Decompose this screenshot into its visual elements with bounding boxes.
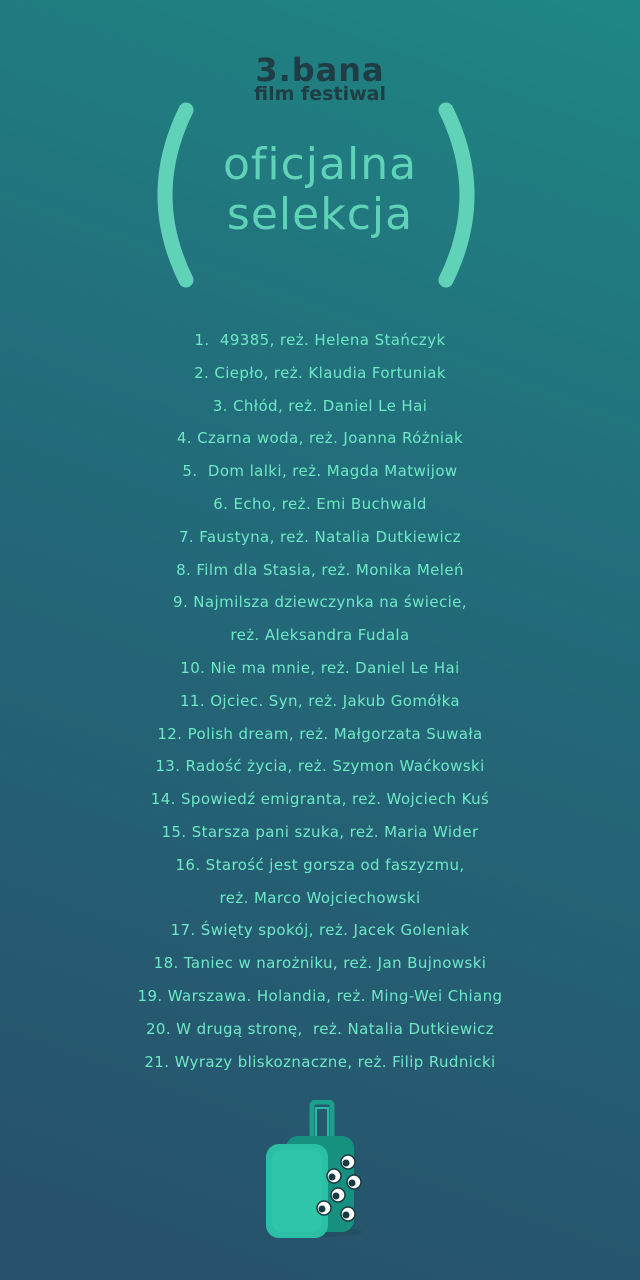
film-item: 4. Czarna woda, reż. Joanna Różniak — [176, 429, 464, 448]
title-line-2: selekcja — [226, 189, 414, 240]
film-item: 21. Wyrazy bliskoznaczne, reż. Filip Rudnicki — [144, 1052, 496, 1071]
film-item: 18. Taniec w narożniku, reż. Jan Bujnowski — [153, 954, 487, 973]
film-item: 11. Ojciec. Syn, reż. Jakub Gomółka — [179, 691, 461, 710]
film-item: 5. Dom lalki, reż. Magda Matwijow — [182, 462, 458, 481]
logo-name: 3.bana — [255, 51, 385, 89]
film-item: 3. Chłód, reż. Daniel Le Hai — [212, 396, 428, 415]
film-item: 1. 49385, reż. Helena Stańczyk — [194, 331, 446, 349]
film-item: 15. Starsza pani szuka, reż. Maria Wider — [161, 822, 479, 841]
film-item: 7. Faustyna, reż. Natalia Dutkiewicz — [178, 527, 462, 546]
festival-logo — [0, 52, 640, 104]
film-item: 14. Spowiedź emigranta, reż. Wojciech Kuś — [150, 790, 490, 809]
film-item: 2. Ciepło, reż. Klaudia Fortuniak — [194, 363, 446, 382]
film-item: 8. Film dla Stasia, reż. Monika Meleń — [176, 560, 464, 579]
film-item: 20. W drugą stronę, reż. Natalia Dutkiewicz — [145, 1019, 495, 1038]
film-item: 9. Najmilsza dziewczynka na świecie, — [173, 593, 467, 612]
film-item: 10. Nie ma mnie, reż. Daniel Le Hai — [180, 658, 460, 677]
film-list — [0, 326, 640, 1080]
logo-subtitle: film festiwal — [254, 83, 386, 105]
film-item: 13. Radość życia, reż. Szymon Waćkowski — [155, 757, 485, 776]
film-item-continued: reż. Aleksandra Fudala — [230, 626, 410, 645]
film-item: 17. Święty spokój, reż. Jacek Goleniak — [170, 921, 470, 940]
film-item: 12. Polish dream, reż. Małgorzata Suwała — [157, 724, 483, 743]
film-item: 16. Starość jest gorsza od faszyzmu, — [175, 855, 465, 874]
film-item: 19. Warszawa. Holandia, reż. Ming-Wei Chiang — [137, 986, 503, 1005]
film-item-continued: reż. Marco Wojciechowski — [219, 888, 421, 907]
suitcase-with-eyes-icon — [256, 1100, 376, 1240]
title-line-1: oficjalna — [222, 139, 418, 190]
film-item: 6. Echo, reż. Emi Buchwald — [213, 494, 427, 513]
selection-title — [0, 140, 640, 240]
